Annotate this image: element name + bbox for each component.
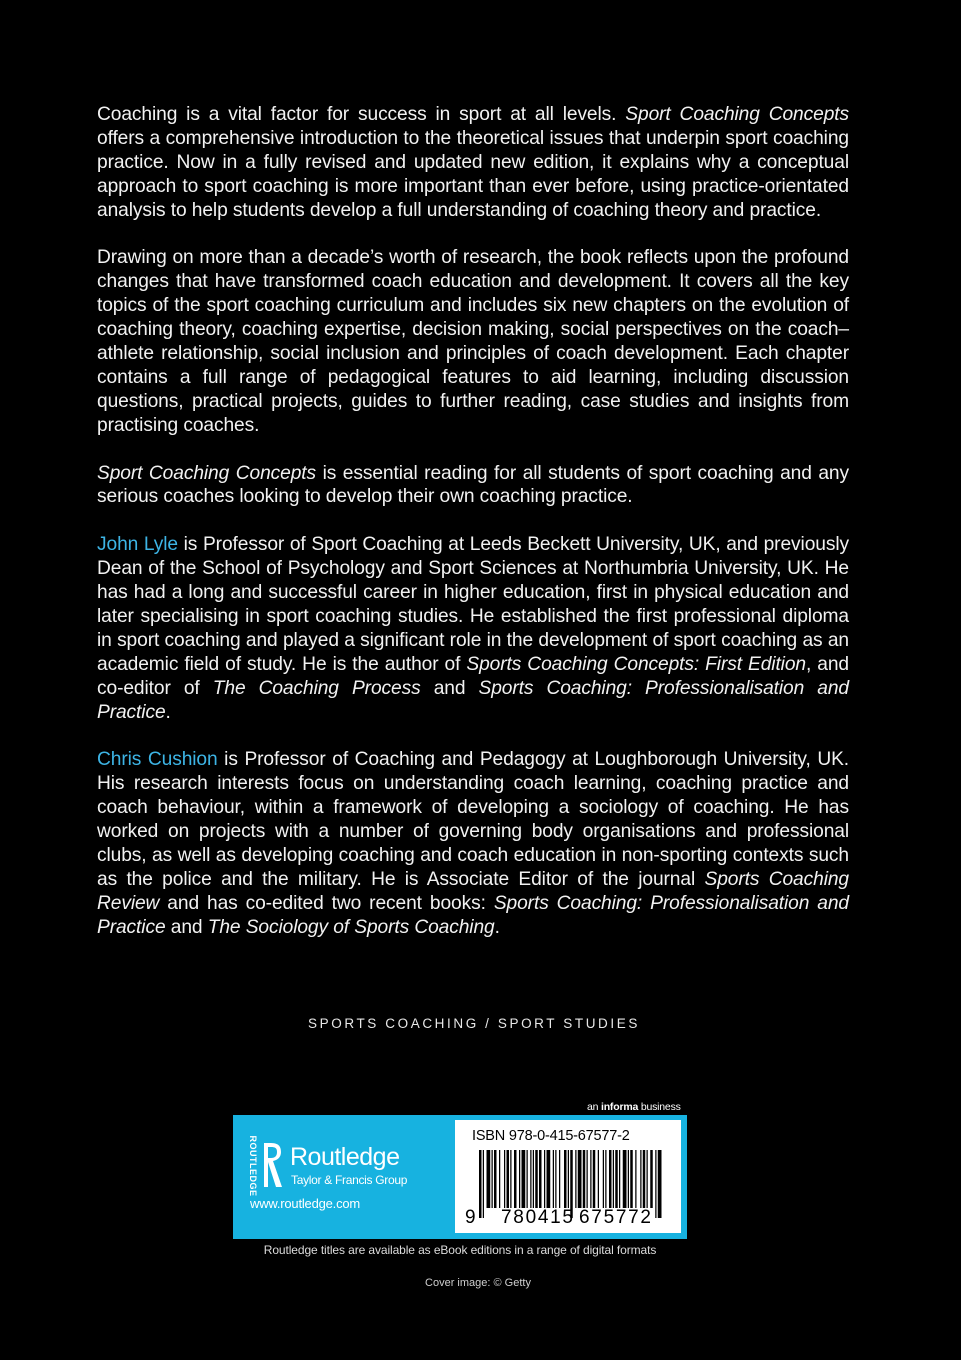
informa-prefix: an xyxy=(587,1101,599,1113)
barcode-bar xyxy=(559,1150,560,1208)
barcode-bar xyxy=(640,1150,641,1208)
ebook-availability-note: Routledge titles are available as eBook editions in a range of digital formats xyxy=(263,1243,657,1257)
barcode-bar xyxy=(603,1150,604,1208)
barcode-bar xyxy=(598,1150,599,1208)
publisher-name: Routledge xyxy=(290,1143,400,1171)
barcode-bar xyxy=(587,1150,588,1208)
barcode-bar xyxy=(544,1150,545,1208)
barcode-bar xyxy=(578,1150,582,1208)
barcode-bar xyxy=(590,1150,591,1208)
barcode-bar xyxy=(510,1150,511,1208)
text-run: and xyxy=(165,916,208,938)
barcode-bar xyxy=(547,1150,551,1208)
barcode-bar xyxy=(658,1150,662,1218)
barcode-bar xyxy=(564,1150,567,1208)
barcode-bar xyxy=(514,1150,517,1208)
informa-tagline xyxy=(587,1101,681,1113)
description-paragraph-1 xyxy=(97,103,849,223)
barcode-bar xyxy=(494,1150,497,1208)
text-run: is essential reading for all students of sport coaching and any serious coaches looking to develop their own coaching practice. xyxy=(97,462,849,508)
barcode-bar xyxy=(555,1150,556,1208)
back-cover-text xyxy=(97,103,849,964)
barcode-bar xyxy=(615,1150,618,1208)
cover-image-credit: Cover image: © Getty xyxy=(425,1277,531,1289)
publisher-vertical-wordmark xyxy=(246,1135,260,1197)
description-paragraph-3 xyxy=(97,462,849,510)
barcode-right-digits: 675772 xyxy=(579,1207,651,1228)
subject-category: SPORTS COACHING / SPORT STUDIES xyxy=(308,1016,640,1031)
text-run: and xyxy=(420,677,479,699)
book-title: Sports Coaching Concepts: First Edition xyxy=(466,653,806,675)
text-run: is Professor of Sport Coaching at Leeds Beckett University, UK, and previously Dean of the School of Psychology and Sport Sciences at Northumbria University, UK. He has had a long and successful career in higher education, first in physical education and later specialising in sport coaching studies. He established the first professional diploma in sport coaching and played a significant role in the development of sport coaching as an academic field of study. He is the author of xyxy=(97,534,849,675)
barcode-bar xyxy=(613,1150,614,1208)
barcode-bar xyxy=(593,1150,596,1208)
barcode-bar xyxy=(507,1150,510,1208)
barcode-bar xyxy=(628,1150,629,1208)
book-title: Sports Coaching Review xyxy=(97,868,849,914)
author-bio-john-lyle xyxy=(97,533,849,724)
barcode-bar xyxy=(530,1150,531,1208)
barcode-bar xyxy=(487,1150,491,1208)
barcode-bar xyxy=(553,1150,554,1208)
barcode-bar xyxy=(609,1150,612,1208)
barcode-bar xyxy=(643,1150,646,1208)
text-run: Drawing on more than a decade’s worth of research, the book reflects upon the profound changes that have transformed coach education and development. It covers all the key topics of the sport coaching curriculum and includes six new chapters on the evolution of coaching theory, coaching expertise, decision making, social perspectives on the coach–athlete relationship, social inclusion and principles of coach development. Each chapter contains a full range of pedagogical features to aid learning, including discussion questions, practical projects, guides to further reading, case studies and insights from practising coaches. xyxy=(97,247,849,436)
text-run: is Professor of Coaching and Pedagogy at Loughborough University, UK. His research interests focus on understanding coach learning, coaching practice and coach behaviour, within a framework of developing a sociology of coaching. He has worked on projects with a number of governing body organisations and professional clubs, as well as developing coaching and coach education in non-sporting contexts such as the police and the military. He is Associate Editor of the journal xyxy=(97,749,849,890)
barcode-bar xyxy=(492,1150,493,1208)
barcode-left-digits: 780415 xyxy=(501,1207,573,1228)
informa-brand: informa xyxy=(601,1101,639,1113)
book-title: The Coaching Process xyxy=(212,677,421,699)
book-title: The Sociology of Sports Coaching xyxy=(207,916,495,938)
publisher-url[interactable]: www.routledge.com xyxy=(250,1196,361,1211)
author-bio-chris-cushion xyxy=(97,748,849,939)
book-title: Sport Coaching Concepts xyxy=(625,104,849,125)
barcode-bar xyxy=(533,1150,534,1208)
description-paragraph-2 xyxy=(97,246,849,437)
barcode-bar xyxy=(619,1150,620,1208)
barcode xyxy=(463,1148,675,1228)
barcode-bar xyxy=(655,1150,656,1218)
book-title: Sports Coaching: Professionalisation and Practice xyxy=(97,677,850,723)
publisher-group: Taylor & Francis Group xyxy=(291,1173,408,1187)
isbn-label: ISBN 978-0-415-67577-2 xyxy=(472,1128,630,1144)
text-run: . xyxy=(494,916,500,938)
barcode-bar xyxy=(522,1150,526,1208)
barcode-bar xyxy=(519,1150,520,1208)
barcode-bar xyxy=(605,1150,606,1208)
barcode-bar xyxy=(499,1150,500,1208)
barcode-bar xyxy=(479,1150,482,1218)
barcode-bar xyxy=(568,1150,569,1208)
barcode-bar xyxy=(650,1150,653,1208)
barcode-bar xyxy=(535,1150,538,1208)
barcode-bar xyxy=(575,1150,576,1208)
barcode-first-digit: 9 xyxy=(465,1207,476,1228)
text-run: Coaching is a vital factor for success in sport at all levels. xyxy=(97,104,626,125)
author-name: John Lyle xyxy=(97,534,178,556)
barcode-bar xyxy=(647,1150,648,1208)
book-title: Sports Coaching: Professionalisation and Practice xyxy=(97,892,850,938)
barcode-bar xyxy=(483,1150,484,1218)
text-run: . xyxy=(165,701,171,723)
barcode-bar xyxy=(623,1150,627,1208)
text-run: , and co-editor of xyxy=(97,653,849,699)
informa-suffix: business xyxy=(640,1101,681,1113)
text-run: offers a comprehensive introduction to the theoretical issues that underpin sport coaching practice. Now in a fully revised and updated new edition, it explains why a conceptual approach to sport coaching is more important than ever before, using practice-orientated analysis to help students develop a full understanding of coaching theory and practice. xyxy=(97,127,849,221)
barcode-bar xyxy=(527,1150,528,1208)
barcode-bar xyxy=(504,1150,505,1208)
text-run: and has co-edited two recent books: xyxy=(159,892,494,914)
routledge-r-logo-icon xyxy=(262,1141,284,1189)
author-name: Chris Cushion xyxy=(97,749,218,771)
vertical-wordmark-text: ROUTLEDGE xyxy=(248,1135,258,1197)
book-title: Sport Coaching Concepts xyxy=(97,462,317,484)
barcode-bar xyxy=(635,1150,636,1208)
barcode-bar xyxy=(583,1150,586,1208)
barcode-bar xyxy=(539,1150,542,1208)
barcode-bar xyxy=(630,1150,633,1208)
